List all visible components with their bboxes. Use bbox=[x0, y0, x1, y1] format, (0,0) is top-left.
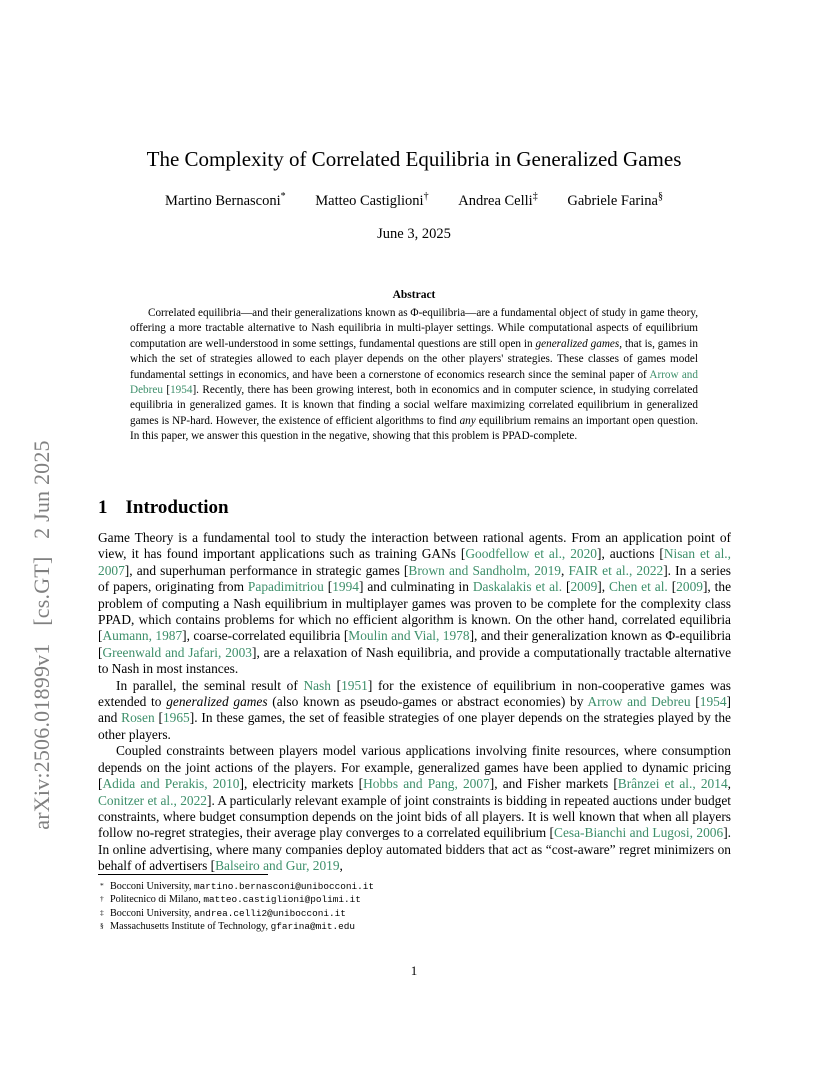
footnote: † Politecnico di Milano, matteo.castiglioni@polimi.it bbox=[100, 894, 361, 906]
email-address: martino.bernasconi@unibocconi.it bbox=[193, 881, 374, 892]
citation-link[interactable]: Nash bbox=[303, 677, 331, 693]
abstract-heading: Abstract bbox=[392, 289, 436, 301]
abstract-text: Correlated equilibria—and their generalizations known as Φ-equilibria—are a fundamental object of study in game theory, offering a more tractable alternative to Nash equilibria in multi-player settings. While computational aspects of equilibrium computation are well-understood in some settings, fundamental questions are still open in generalized games, that is, games in which the set of strategies allowed to each player depends on the other players' strategies. These classes of games model fundamental settings in economics, and have been a cornerstone of economics research since the seminal paper of Arrow and Debreu [1954]. Recently, there has been growing interest, both in economics and in computer science, in studying correlated equilibria in generalized games. It is known that finding a social welfare maximizing correlated equilibrium in generalized games is NP-hard. However, the existence of efficient algorithms to find any equilibrium remains an important open question. In this paper, we answer this question in the negative, showing that this problem is PPAD-complete. bbox=[130, 307, 698, 443]
citation-link[interactable]: Hobbs and Pang, 2007 bbox=[363, 776, 490, 792]
section-number: 1 bbox=[98, 497, 108, 518]
section-title: Introduction bbox=[125, 497, 229, 518]
arxiv-identifier bbox=[29, 434, 55, 836]
citation-link[interactable]: Goodfellow et al., 2020 bbox=[465, 546, 598, 562]
arxiv-date: 2 Jun 2025 bbox=[29, 440, 54, 539]
citation-link[interactable]: 2009 bbox=[676, 579, 703, 595]
paper-date: June 3, 2025 bbox=[377, 226, 451, 242]
arxiv-id: arXiv:2506.01899v1 bbox=[29, 643, 54, 830]
email-address: andrea.celli2@unibocconi.it bbox=[193, 907, 346, 919]
paper-title: The Complexity of Correlated Equilibria in Generalized Games bbox=[146, 147, 682, 171]
citation-link[interactable]: Rosen bbox=[121, 710, 155, 726]
paragraph: Coupled constraints between players model various applications involving finite resources, where consumption depends on the joint actions of the players. For example, generalized games have been applied to dynamic pricing [Adida and Perakis, 2010], electricity markets [Hobbs and Pang, 2007], and Fisher markets [Brânzei et al., 2014, Conitzer et al., 2022]. A particularly relevant example of joint constraints is bidding in repeated auctions under budget constraints, where budget consumption depends on the joint bids of all players. It is well known that when all players follow no-regret strategies, their average play converges to a correlated equilibrium [Cesa-Bianchi and Lugosi, 2006]. In online advertising, where many companies deploy automated bidders that act as “cost-aware” regret minimizers on behalf of advertisers [Balseiro and Gur, 2019, bbox=[98, 743, 732, 874]
citation-link[interactable]: 1954 bbox=[170, 384, 193, 397]
citation-link[interactable]: Conitzer et al., 2022 bbox=[98, 792, 207, 808]
footnote: § Massachusetts Institute of Technology, gfarina@mit.edu bbox=[100, 920, 355, 932]
citation-link[interactable]: 1965 bbox=[162, 710, 190, 726]
citation-link[interactable]: Cesa-Bianchi and Lugosi, 2006 bbox=[554, 825, 724, 841]
citation-link[interactable]: Arrow and Debreu bbox=[130, 368, 698, 397]
footnotes bbox=[98, 880, 731, 933]
citation-link[interactable]: Moulin and Vial, 1978 bbox=[348, 628, 470, 644]
footnote: ‡ Bocconi University, andrea.celli2@unibocconi.it bbox=[100, 907, 346, 919]
citation-link[interactable]: Adida and Perakis, 2010 bbox=[102, 776, 240, 792]
introduction-body bbox=[98, 530, 731, 875]
email-address: matteo.castiglioni@polimi.it bbox=[203, 894, 361, 906]
footnote-divider bbox=[98, 874, 268, 875]
citation-link[interactable]: Greenwald and Jafari, 2003 bbox=[102, 644, 252, 660]
footnote: * Bocconi University, martino.bernasconi@unibocconi.it bbox=[100, 881, 374, 892]
citation-link[interactable]: 1954 bbox=[699, 694, 727, 710]
citation-link[interactable]: FAIR et al., 2022 bbox=[568, 562, 664, 578]
author: Andrea Celli‡ bbox=[458, 191, 538, 209]
author-list bbox=[0, 191, 828, 210]
citation-link[interactable]: Balseiro and Gur, 2019 bbox=[215, 858, 340, 874]
section-heading bbox=[98, 497, 229, 519]
citation-link[interactable]: Brown and Sandholm, 2019 bbox=[408, 562, 562, 578]
paragraph: Game Theory is a fundamental tool to study the interaction between rational agents. From an application point of view, it has found important applications such as training GANs [Goodfellow et al., 2020], auctions [Nisan et al., 2007], and superhuman performance in strategic games [Brown and Sandholm, 2019, FAIR et al., 2022]. In a series of papers, originating from Papadimitriou [1994] and culminating in Daskalakis et al. [2009], Chen et al. [2009], the problem of computing a Nash equilibrium in multiplayer games was proven to be complete for the complexity class PPAD, which contains problems for which no efficient algorithm is known. On the other hand, correlated equilibria [Aumann, 1987], coarse-correlated equilibria [Moulin and Vial, 1978], and their generalization known as Φ-equilibria [Greenwald and Jafari, 2003], are a relaxation of Nash equilibria, and provide a computationally tractable alternative to Nash in most instances. bbox=[98, 530, 732, 677]
page-number: 1 bbox=[410, 963, 418, 978]
citation-link[interactable]: Arrow and Debreu bbox=[587, 694, 691, 710]
citation-link[interactable]: Daskalakis et al. bbox=[472, 579, 563, 595]
citation-link[interactable]: 1951 bbox=[341, 677, 368, 693]
author: Matteo Castiglioni† bbox=[315, 191, 429, 209]
arxiv-category: [cs.GT] bbox=[29, 556, 54, 626]
citation-link[interactable]: Nisan et al., 2007 bbox=[98, 546, 731, 578]
citation-link[interactable]: Aumann, 1987 bbox=[102, 628, 183, 644]
email-address: gfarina@mit.edu bbox=[270, 920, 355, 932]
paragraph: In parallel, the seminal result of Nash [1951] for the existence of equilibrium in non-cooperative games was extended to generalized games (also known as pseudo-games or abstract economies) by Arrow and Debreu [1954] and Rosen [1965]. In these games, the set of feasible strategies of one player depends on the strategies played by the other players. bbox=[98, 677, 731, 742]
citation-link[interactable]: Chen et al. bbox=[609, 579, 668, 595]
citation-link[interactable]: 1994 bbox=[332, 579, 359, 595]
author: Gabriele Farina§ bbox=[567, 191, 663, 209]
author: Martino Bernasconi* bbox=[165, 191, 286, 209]
citation-link[interactable]: 2009 bbox=[570, 579, 598, 595]
citation-link[interactable]: Papadimitriou bbox=[247, 579, 324, 595]
citation-link[interactable]: Brânzei et al., 2014 bbox=[617, 776, 728, 792]
